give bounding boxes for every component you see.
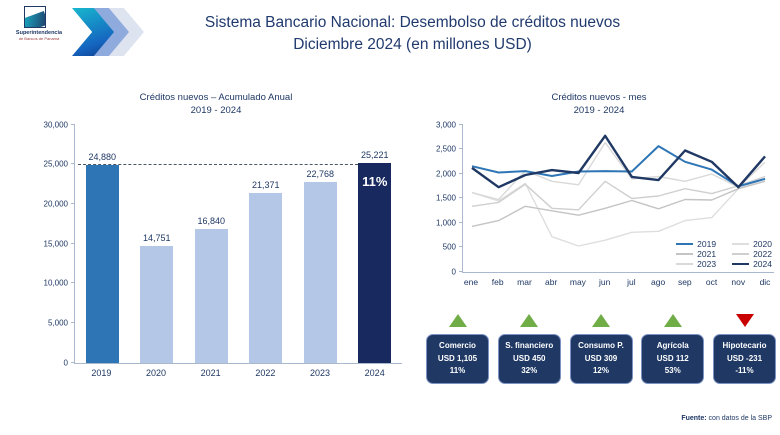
y-tick-label: 1,500 (435, 193, 456, 203)
line-series-2021 (472, 181, 765, 226)
y-tick-label: 25,000 (43, 159, 68, 169)
y-tick-label: 2,500 (435, 144, 456, 154)
x-tick-label: 2024 (364, 367, 385, 378)
line-chart-y-axis (424, 120, 462, 277)
y-tick-mark (459, 222, 463, 223)
y-tick-mark (459, 148, 463, 149)
sbp-logo-mark (10, 6, 68, 41)
legend-item-2021 (676, 249, 716, 259)
sector-name: S. financiero (505, 341, 554, 351)
legend-swatch-icon (676, 253, 693, 255)
y-tick-label: 0 (63, 358, 68, 368)
bar-rect-2021 (195, 229, 228, 363)
sbp-emblem-icon (24, 6, 46, 28)
sector-amount: USD 112 (656, 353, 689, 363)
bar-rect-2023 (304, 182, 337, 363)
x-tick-label: 2021 (200, 367, 221, 378)
sector-pct: 11% (449, 366, 466, 376)
down-triangle-icon (736, 314, 754, 327)
page-title-line1: Sistema Bancario Nacional: Desembolso de créditos nuevos (204, 14, 621, 31)
sector-box (713, 334, 776, 384)
x-tick-label: may (569, 276, 586, 287)
sector-box (570, 334, 633, 384)
legend-label: 2023 (697, 258, 717, 269)
y-tick-label: 30,000 (43, 120, 68, 130)
bar-chart-x-axis (74, 368, 402, 378)
sector-pct: 53% (664, 366, 681, 376)
legend-label: 2021 (697, 248, 717, 259)
legend-label: 2019 (697, 238, 717, 249)
sector-pct: -11% (735, 366, 754, 376)
sector-box (641, 334, 704, 384)
sector-card-agr-cola (641, 314, 704, 384)
y-tick-label: 1,000 (435, 218, 456, 228)
legend-label: 2022 (753, 248, 772, 259)
x-tick-label: 2019 (91, 367, 112, 378)
x-tick-label: nov (731, 276, 746, 287)
up-triangle-icon (592, 314, 610, 327)
x-tick-label: feb (491, 276, 504, 287)
legend-label: 2020 (753, 238, 772, 249)
bar-chart-title-line2: 2019 - 2024 (190, 104, 242, 116)
legend-item-2023 (676, 259, 716, 269)
bar-2022 (239, 125, 293, 363)
y-tick-label: 3,000 (435, 120, 456, 130)
sector-card-consumo-p- (570, 314, 633, 384)
y-tick-mark (459, 173, 463, 174)
logo-org-subname: de Bancos de Panamá (18, 36, 60, 41)
legend-swatch-icon (676, 263, 693, 265)
sector-amount: USD -231 (726, 353, 763, 363)
x-tick-label: dic (759, 276, 771, 287)
bar-growth-label: 11% (362, 173, 388, 189)
legend-item-2024 (732, 259, 772, 269)
bar-rect-2024 (358, 163, 391, 363)
sector-box (498, 334, 561, 384)
legend-swatch-icon (732, 263, 749, 265)
source-note (681, 415, 772, 422)
bar-2024 (348, 125, 402, 363)
y-tick-label: 2,000 (435, 169, 456, 179)
y-tick-label: 500 (442, 242, 456, 252)
bar-rect-2019 (86, 165, 119, 362)
legend-label: 2024 (753, 258, 772, 269)
sector-name: Comercio (439, 341, 476, 351)
sector-name: Hipotecario (722, 341, 767, 351)
x-tick-label: 2022 (255, 367, 276, 378)
x-tick-label: ene (463, 276, 479, 287)
legend-swatch-icon (732, 243, 749, 245)
bar-rect-2020 (140, 246, 173, 363)
line-chart-title (424, 92, 774, 118)
line-chart-x-axis (462, 276, 774, 290)
sector-name: Agrícola (656, 341, 689, 351)
line-chart-plot (462, 125, 774, 273)
x-tick-label: jul (627, 276, 636, 287)
sector-box (426, 334, 489, 384)
bar-value-label: 16,840 (197, 216, 225, 227)
sector-card-s-financiero (498, 314, 561, 384)
bar-value-label: 14,751 (142, 232, 171, 243)
sector-pct: 32% (521, 366, 538, 376)
bar-chart-panel (30, 92, 402, 378)
bar-chart-title-line1: Créditos nuevos – Acumulado Anual (139, 92, 293, 103)
line-chart-title-line2: 2019 - 2024 (573, 104, 625, 116)
x-tick-label: abr (545, 276, 558, 287)
up-triangle-icon (664, 314, 682, 327)
sector-amount: USD 309 (584, 353, 618, 363)
legend-swatch-icon (732, 253, 749, 255)
x-tick-label: mar (517, 276, 532, 287)
up-triangle-icon (520, 314, 538, 327)
sbp-logo (10, 4, 160, 62)
bar-2019 (75, 125, 129, 363)
line-series-2020 (472, 179, 765, 246)
bar-2023 (293, 125, 347, 363)
y-tick-label: 15,000 (43, 239, 68, 249)
bar-value-label: 24,880 (88, 152, 116, 163)
line-chart-title-line1: Créditos nuevos - mes (551, 92, 647, 103)
line-chart-legend (674, 238, 774, 270)
x-tick-label: oct (705, 276, 718, 287)
y-tick-label: 20,000 (43, 199, 68, 209)
bar-chart-plot (74, 125, 402, 364)
source-label: Fuente: (681, 415, 707, 422)
y-tick-label: 0 (451, 267, 456, 277)
source-text: con datos de la SBP (706, 415, 772, 422)
legend-item-2019 (676, 239, 716, 249)
x-tick-label: 2020 (145, 367, 167, 378)
legend-item-2022 (732, 249, 772, 259)
x-tick-label: 2023 (310, 367, 331, 378)
y-tick-label: 5,000 (47, 318, 68, 328)
y-tick-label: 10,000 (43, 278, 68, 288)
bar-chart-title (30, 92, 402, 118)
sector-cards (426, 314, 776, 384)
bar-2021 (184, 125, 238, 363)
bar-value-label: 21,371 (251, 180, 280, 191)
line-chart-panel (424, 92, 774, 290)
sector-card-comercio (426, 314, 489, 384)
page-title-line2: Diciembre 2024 (en millones USD) (293, 36, 532, 54)
bar-value-label: 22,768 (306, 169, 334, 179)
sector-amount: USD 1,105 (437, 353, 478, 363)
y-tick-mark (459, 197, 463, 198)
x-tick-label: ago (650, 276, 666, 287)
bar-value-label: 25,221 (360, 149, 389, 160)
y-tick-mark (459, 246, 463, 247)
y-tick-mark (459, 124, 463, 125)
x-tick-label: jun (598, 276, 611, 287)
page-title (140, 12, 685, 57)
y-tick-mark (459, 271, 463, 272)
sector-pct: 12% (592, 366, 609, 376)
x-tick-label: sep (677, 276, 692, 287)
up-triangle-icon (449, 314, 467, 327)
legend-item-2020 (732, 239, 772, 249)
logo-org-name: Superintendencia (15, 30, 63, 36)
legend-swatch-icon (676, 243, 693, 245)
sector-amount: USD 450 (513, 353, 546, 363)
sector-card-hipotecario (713, 314, 776, 384)
sector-name: Consumo P. (578, 341, 624, 351)
